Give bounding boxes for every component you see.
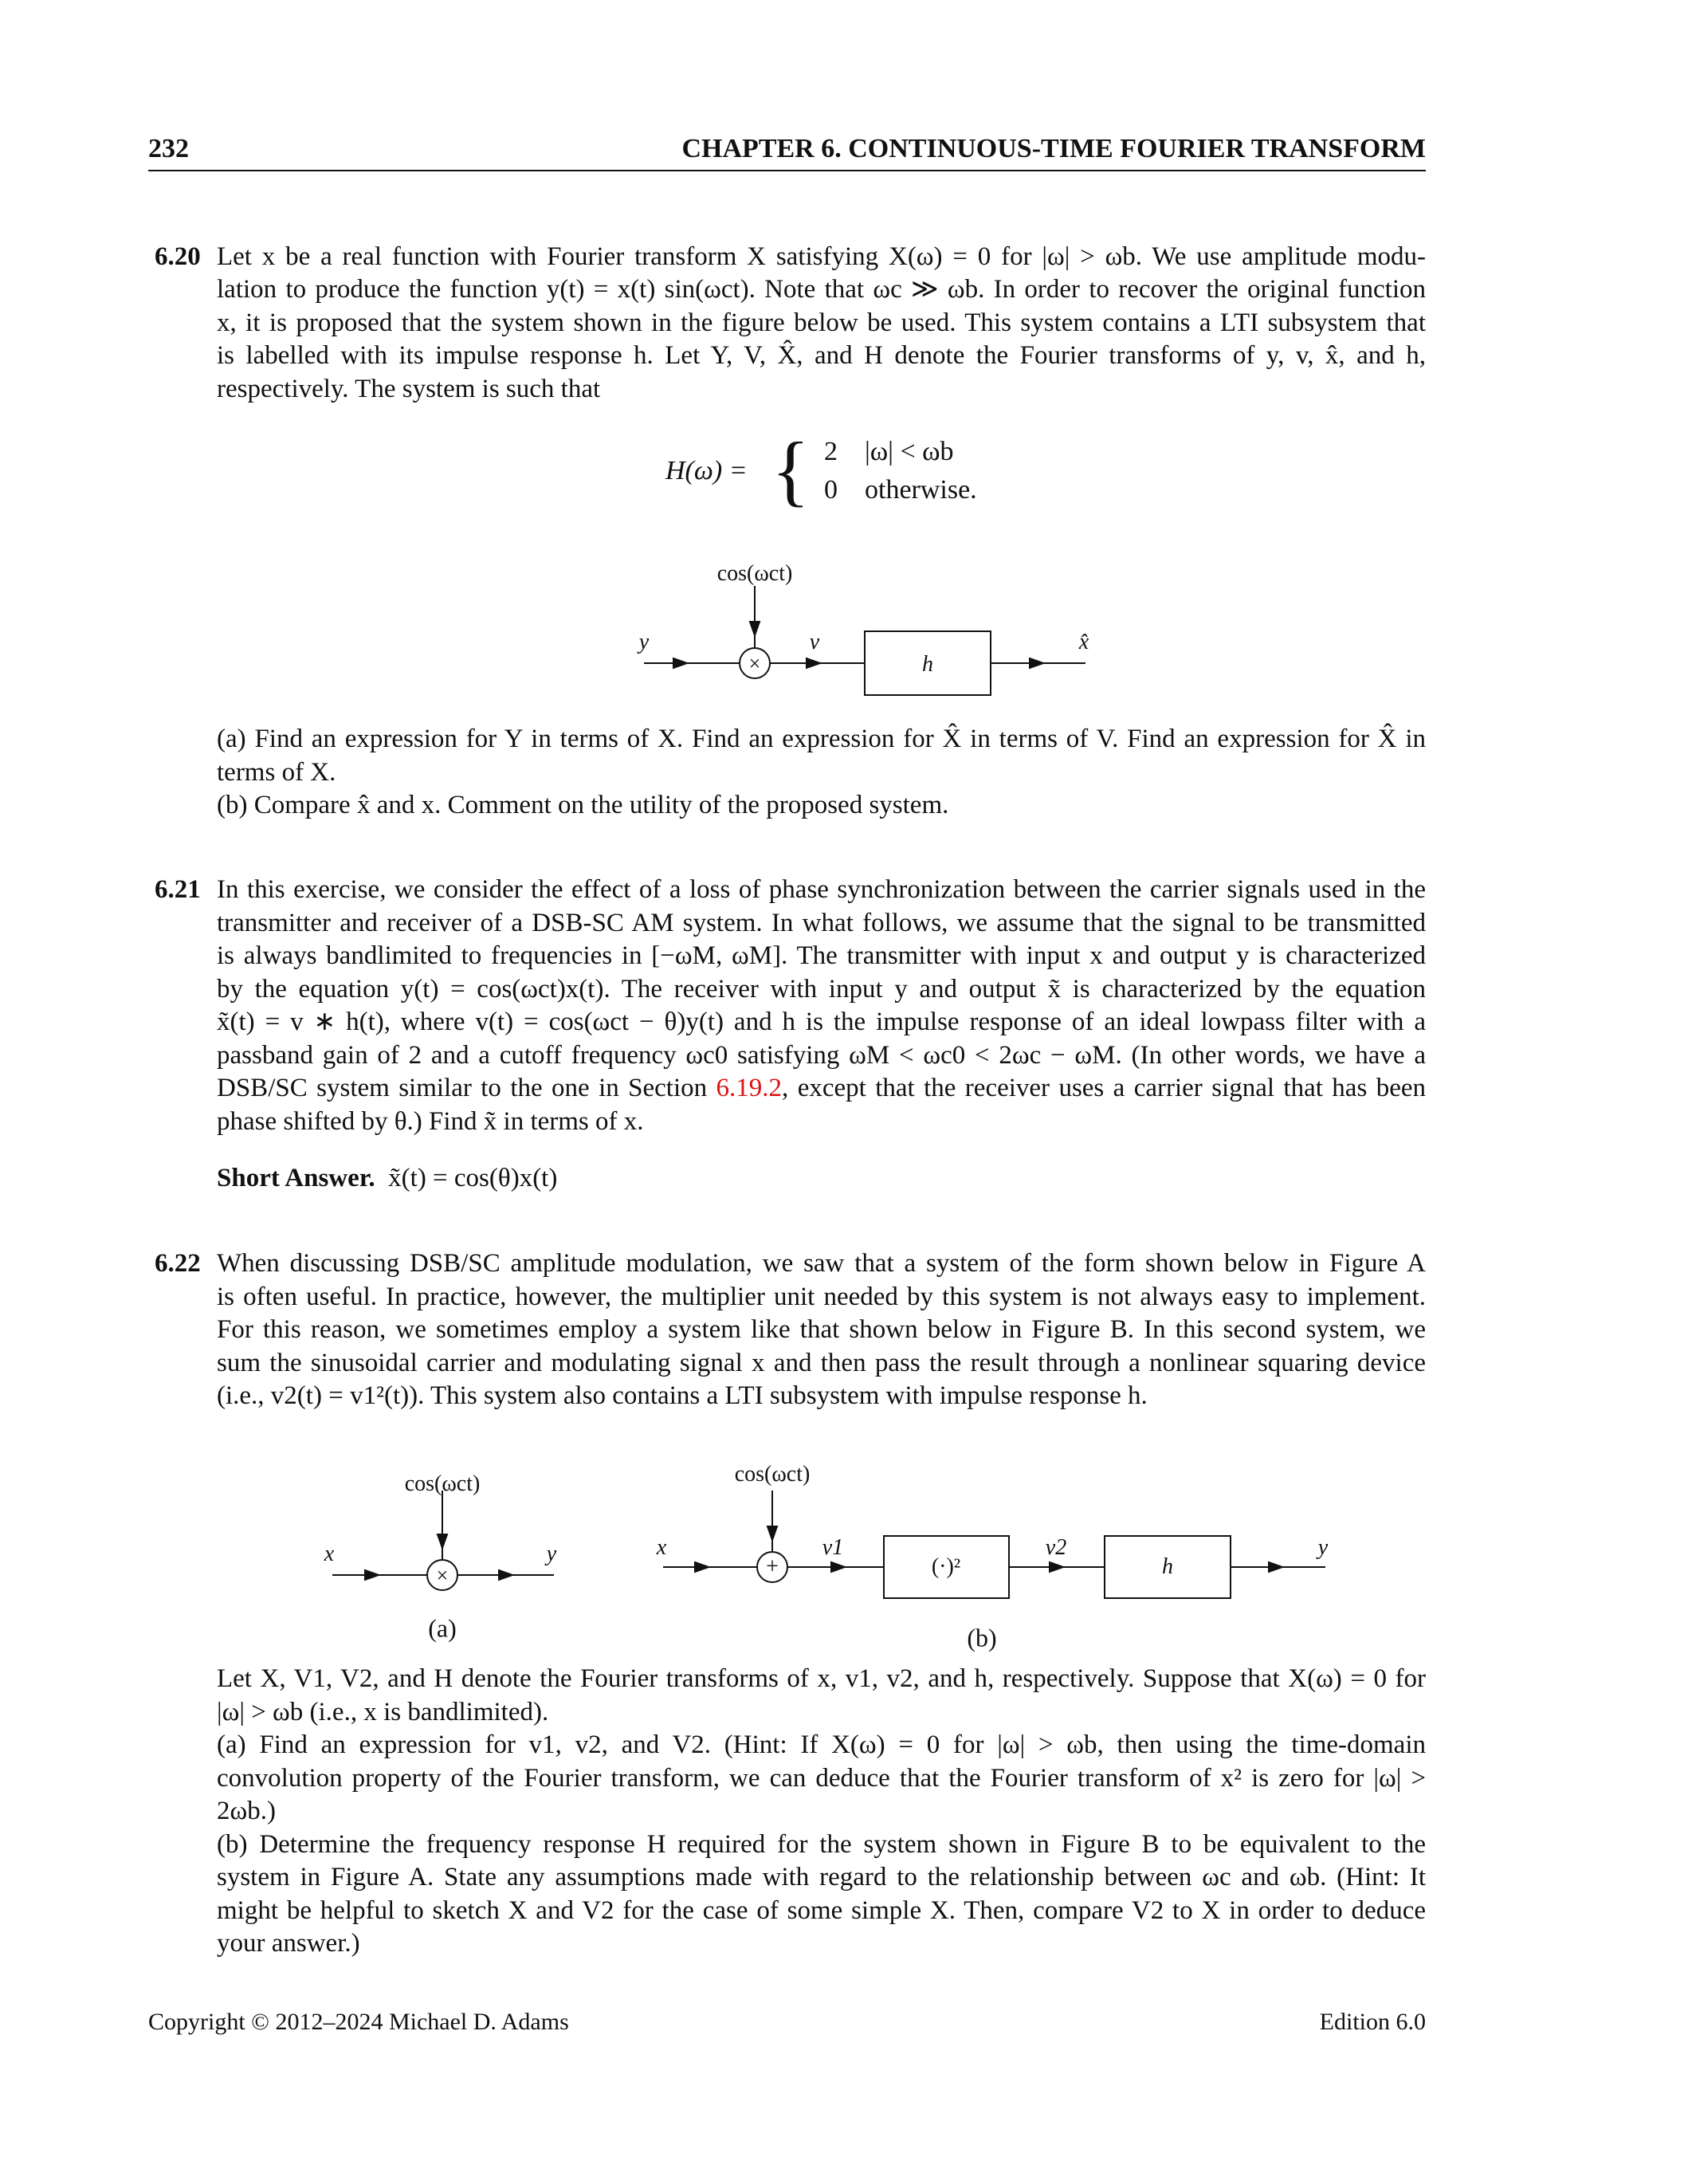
page-number: 232: [148, 134, 189, 163]
adder-icon: +: [766, 1554, 779, 1579]
fig-a-carrier-label: cos(ωct): [404, 1471, 481, 1496]
problem-number-6-22: 6.22: [155, 1249, 201, 1278]
filter-box-label: h: [922, 652, 933, 677]
fig-b-carrier-label: cos(ωct): [734, 1462, 811, 1487]
intermediate-label: v: [809, 630, 820, 654]
problem-text-line: phase shifted by θ.) Find x̃ in terms of x.: [217, 1107, 644, 1136]
problem-text-line: 2ωb.): [217, 1797, 276, 1825]
diagram-6-20: [644, 586, 1085, 695]
equation-case1-condition: |ω| < ωb: [865, 437, 954, 466]
fig-b-input-label: x: [656, 1535, 667, 1560]
fig-b-v2-label: v2: [1045, 1535, 1067, 1560]
problem-text-line: is always bandlimited to frequencies in [−ωM, ωM]. The transmitter with input x and output y is characterized: [217, 941, 1426, 970]
fig-b-output-label: y: [1317, 1535, 1329, 1560]
problem-text-line: (i.e., v2(t) = v1²(t)). This system also contains a LTI subsystem with impulse response h.: [217, 1381, 1148, 1410]
problem-text-line: |ω| > ωb (i.e., x is bandlimited).: [217, 1698, 549, 1726]
part-text-line: (b) Compare x̂ and x. Comment on the utility of the proposed system.: [217, 791, 949, 819]
squarer-box-label: (·)²: [931, 1554, 961, 1579]
fig-b-caption: (b): [967, 1623, 997, 1652]
equation-case2-condition: otherwise.: [865, 475, 977, 505]
problem-text-line: (a) Find an expression for v1, v2, and V2. (Hint: If X(ω) = 0 for |ω| > ωb, then using the time-domain: [217, 1730, 1426, 1759]
problem-text-line: is labelled with its impulse response h. Let Y, V, X̂, and H denote the Fourier transforms of y, v, x̂, and h,: [217, 341, 1426, 370]
problem-text-line: convolution property of the Fourier transform, we can deduce that the Fourier transform of x² is zero for |ω| >: [217, 1764, 1426, 1793]
problem-text-line: your answer.): [217, 1929, 360, 1958]
problem-text-line: x, it is proposed that the system shown in the figure below be used. This system contains a LTI subsystem that: [217, 308, 1426, 337]
problem-text-line: Let X, V1, V2, and H denote the Fourier transforms of x, v1, v2, and h, respectively. Suppose that X(ω) = 0 for: [217, 1664, 1426, 1693]
text: , except that the receiver uses a carrier signal that has been: [782, 1074, 1426, 1102]
problem-text-line: respectively. The system is such that: [217, 375, 601, 403]
problem-text-line: Let x be a real function with Fourier transform X satisfying X(ω) = 0 for |ω| > ωb. We use amplitude modu-: [217, 242, 1426, 271]
problem-number-6-21: 6.21: [155, 875, 201, 904]
fig-a-input-label: x: [324, 1542, 335, 1566]
chapter-title: CHAPTER 6. CONTINUOUS-TIME FOURIER TRANSFORM: [681, 134, 1426, 163]
filter-box-label: h: [1162, 1554, 1173, 1579]
carrier-label: cos(ωct): [716, 561, 793, 586]
problem-text-line: [217, 1072, 1426, 1104]
problem-text-line: is often useful. In practice, however, the multiplier unit needed by this system is not always easy to implement.: [217, 1283, 1426, 1311]
equation-case2-value: 0: [824, 475, 838, 505]
problem-number-6-20: 6.20: [155, 242, 201, 271]
fig-b-v1-label: v1: [822, 1535, 844, 1560]
equation-case1-value: 2: [824, 437, 838, 466]
problem-text-line: For this reason, we sometimes employ a system like that shown below in Figure B. In this second system, we: [217, 1315, 1426, 1344]
equation-lhs: H(ω) =: [665, 456, 748, 485]
problem-text-line: transmitter and receiver of a DSB-SC AM system. In what follows, we assume that the signal to be transmitted: [217, 909, 1426, 937]
short-answer-label: Short Answer.: [217, 1164, 375, 1192]
problem-text-line: x̃(t) = v ∗ h(t), where v(t) = cos(ωct − θ)y(t) and h is the impulse response of an ideal lowpass filter with a: [217, 1008, 1426, 1036]
fig-a-output-label: y: [546, 1542, 557, 1566]
equation-brace: {: [771, 426, 810, 514]
problem-text-line: by the equation y(t) = cos(ωct)x(t). The receiver with input y and output x̃ is characterized by the equation: [217, 975, 1426, 1004]
problem-text-line: might be helpful to sketch X and V2 for the case of some simple X. Then, compare V2 to X in order to deduce: [217, 1896, 1426, 1925]
input-label: y: [638, 630, 650, 654]
section-link[interactable]: 6.19.2: [716, 1074, 783, 1102]
problem-text-line: system in Figure A. State any assumptions made with regard to the relationship between ωc and ωb. (Hint: It: [217, 1863, 1426, 1891]
problem-text-line: When discussing DSB/SC amplitude modulation, we saw that a system of the form shown below in Figure A: [217, 1249, 1426, 1278]
output-label: x̂: [1078, 630, 1089, 654]
edition: Edition 6.0: [1319, 2009, 1426, 2035]
part-text-line: terms of X.: [217, 758, 336, 787]
problem-text-line: sum the sinusoidal carrier and modulating signal x and then pass the result through a nonlinear squaring device: [217, 1349, 1426, 1377]
problem-text-line: passband gain of 2 and a cutoff frequency ωc0 satisfying ωM < ωc0 < 2ωc − ωM. (In other words, we have a: [217, 1041, 1426, 1070]
problem-text-line: In this exercise, we consider the effect of a loss of phase synchronization between the carrier signals used in the: [217, 875, 1426, 904]
problem-text-line: (b) Determine the frequency response H required for the system shown in Figure B to be equivalent to the: [217, 1830, 1426, 1859]
text: DSB/SC system similar to the one in Section: [217, 1074, 716, 1102]
short-answer: [217, 1162, 1426, 1194]
problem-text-line: lation to produce the function y(t) = x(t) sin(ωct). Note that ωc ≫ ωb. In order to recover the original function: [217, 275, 1426, 304]
multiplier-icon: ×: [748, 652, 761, 675]
part-text-line: (a) Find an expression for Y in terms of X. Find an expression for X̂ in terms of V. Find an expression for X̂ in: [217, 725, 1426, 753]
multiplier-icon: ×: [436, 1564, 449, 1587]
diagram-figure-b: [663, 1491, 1325, 1598]
fig-a-caption: (a): [428, 1613, 457, 1643]
copyright: Copyright © 2012–2024 Michael D. Adams: [148, 2009, 569, 2035]
short-answer-value: x̃(t) = cos(θ)x(t): [388, 1164, 558, 1192]
